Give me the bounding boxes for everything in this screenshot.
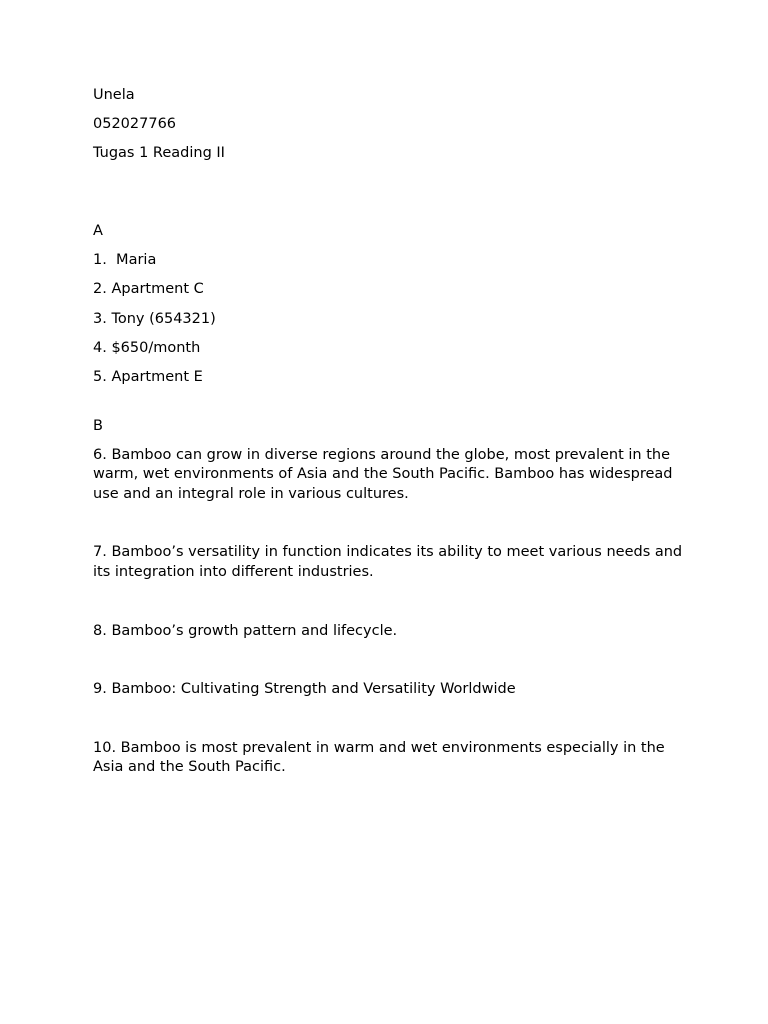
section-b-answer: 9. Bamboo: Cultivating Strength and Versatility Worldwide — [93, 681, 516, 698]
section-b-answer: 8. Bamboo’s growth pattern and lifecycle. — [93, 622, 398, 639]
section-a-heading: A — [93, 222, 103, 239]
section-a-answer: 1. Maria — [93, 252, 157, 269]
section-b-answer: 6. Bamboo can grow in diverse regions around the globe, most prevalent in the warm, wet environments of Asia and the South Pacific. Bamboo has widespread use and an integral role in various cultures. — [93, 446, 673, 502]
student-name: Unela — [93, 87, 135, 103]
section-a-answer: 4. $650/month — [93, 339, 201, 356]
section-a-answer: 2. Apartment C — [93, 281, 204, 298]
section-b-answer: 10. Bamboo is most prevalent in warm and wet environments especially in the Asia and the South Pacific. — [93, 739, 665, 776]
assignment-title: Tugas 1 Reading II — [93, 145, 225, 162]
section-b-answer: 7. Bamboo’s versatility in function indicates its ability to meet various needs and its integration into different industries. — [93, 544, 683, 581]
student-id: 052027766 — [93, 116, 177, 133]
section-a-answer: 3. Tony (654321) — [93, 310, 216, 327]
section-a-answer: 5. Apartment E — [93, 368, 203, 385]
section-b-heading: B — [93, 417, 103, 434]
document-page — [93, 86, 683, 778]
